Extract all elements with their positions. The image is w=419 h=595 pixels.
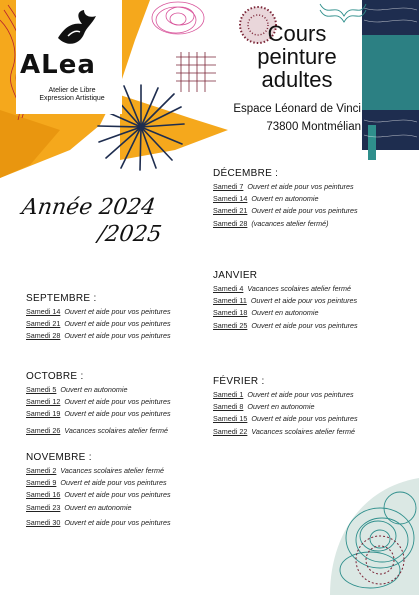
row-note: Ouvert et aide pour vos peintures bbox=[64, 307, 171, 316]
navy-teal-brush-panel bbox=[362, 0, 419, 160]
row-date: Samedi 11 bbox=[213, 296, 247, 306]
row-note: Ouvert et aide pour vos peintures bbox=[64, 397, 171, 407]
row-note: Ouvert et aide pour vos peintures bbox=[60, 478, 167, 488]
row-date: Samedi 25 bbox=[213, 320, 248, 330]
row-note: Ouvert en autonomie bbox=[251, 194, 319, 204]
row-date: Samedi 4 bbox=[213, 284, 244, 293]
month-title: DÉCEMBRE : bbox=[213, 168, 279, 179]
row-note: Vacances scolaires atelier fermé bbox=[64, 425, 168, 435]
schedule-row bbox=[26, 396, 171, 408]
year-line-1: Année 2024 bbox=[20, 195, 158, 220]
row-date: Samedi 26 bbox=[26, 425, 61, 435]
month-octobre bbox=[26, 371, 171, 437]
venue-address bbox=[196, 100, 361, 136]
row-note: Vacances scolaires atelier fermé bbox=[247, 284, 351, 293]
row-note: Ouvert et aide pour vos peintures bbox=[251, 206, 358, 216]
row-date: Samedi 14 bbox=[213, 194, 248, 204]
schedule-row bbox=[26, 318, 171, 330]
schedule-row bbox=[26, 465, 171, 477]
row-note: Vacances scolaires atelier fermé bbox=[60, 466, 164, 475]
row-note: Ouvert et aide pour vos peintures bbox=[64, 319, 171, 329]
schedule-row bbox=[213, 218, 358, 230]
row-date: Samedi 22 bbox=[213, 426, 248, 436]
month-title: JANVIER bbox=[213, 270, 258, 281]
month-septembre bbox=[26, 293, 171, 343]
schedule-row bbox=[213, 413, 358, 425]
venue-city: 73800 Montmélian bbox=[266, 121, 361, 133]
logo-wordmark: ALea bbox=[20, 50, 96, 80]
schedule-row bbox=[213, 193, 358, 205]
bird-logo-icon bbox=[54, 8, 98, 50]
row-note: Ouvert et aide pour vos peintures bbox=[64, 331, 171, 341]
title-line-3: adultes bbox=[261, 67, 333, 92]
row-date: Samedi 30 bbox=[26, 517, 61, 527]
row-note: Ouvert en autonomie bbox=[247, 402, 315, 412]
schedule-row bbox=[26, 384, 171, 396]
row-date: Samedi 28 bbox=[26, 331, 61, 341]
schedule-row bbox=[213, 426, 358, 438]
row-date: Samedi 21 bbox=[26, 319, 61, 329]
maroon-grid-patch bbox=[176, 52, 216, 92]
row-note: Ouvert et aide pour vos peintures bbox=[250, 296, 358, 306]
schedule-row bbox=[213, 283, 358, 295]
row-date: Samedi 14 bbox=[26, 307, 61, 316]
row-date: Samedi 2 bbox=[26, 466, 57, 475]
row-date: Samedi 9 bbox=[26, 478, 57, 488]
row-date: Samedi 15 bbox=[213, 414, 248, 424]
month-janvier bbox=[213, 270, 358, 332]
schedule-row bbox=[213, 401, 358, 413]
month-decembre bbox=[213, 168, 358, 230]
venue-name: Espace Léonard de Vinci bbox=[233, 103, 361, 115]
row-note: Ouvert et aide pour vos peintures bbox=[64, 517, 171, 527]
schedule-row bbox=[213, 307, 358, 319]
schedule-row bbox=[213, 295, 358, 307]
month-title: NOVEMBRE : bbox=[26, 452, 92, 463]
scribble-circle-pink bbox=[148, 0, 208, 50]
month-novembre bbox=[26, 452, 171, 529]
row-note: Ouvert et aide pour vos peintures bbox=[251, 414, 358, 424]
row-note: Ouvert et aide pour vos peintures bbox=[251, 320, 358, 330]
row-date: Samedi 23 bbox=[26, 502, 61, 512]
row-note: Ouvert et aide pour vos peintures bbox=[247, 182, 354, 191]
schedule-row bbox=[26, 477, 171, 489]
row-date: Samedi 7 bbox=[213, 182, 244, 191]
schedule-row bbox=[213, 205, 358, 217]
row-note: Vacances scolaires atelier fermé bbox=[251, 426, 355, 436]
row-date: Samedi 12 bbox=[26, 397, 61, 407]
row-date: Samedi 28 bbox=[213, 218, 248, 228]
schedule-row bbox=[26, 306, 171, 318]
row-date: Samedi 19 bbox=[26, 409, 61, 419]
month-title: SEPTEMBRE : bbox=[26, 293, 97, 304]
row-note: Ouvert en autonomie bbox=[60, 385, 128, 394]
schedule-row bbox=[26, 408, 171, 420]
schedule-row bbox=[213, 320, 358, 332]
month-fevrier bbox=[213, 376, 358, 438]
row-note: (vacances atelier fermé) bbox=[251, 218, 329, 228]
row-date: Samedi 8 bbox=[213, 402, 244, 412]
month-title: FÉVRIER : bbox=[213, 376, 265, 387]
maroon-circle-scribble bbox=[350, 530, 410, 590]
row-note: Ouvert et aide pour vos peintures bbox=[64, 409, 171, 419]
month-title: OCTOBRE : bbox=[26, 371, 84, 382]
title-line-2: peinture bbox=[257, 44, 337, 69]
row-note: Ouvert et aide pour vos peintures bbox=[64, 490, 171, 500]
row-date: Samedi 5 bbox=[26, 385, 57, 394]
schedule-row bbox=[26, 489, 171, 501]
year-line-2: /2025 bbox=[96, 222, 164, 247]
row-date: Samedi 21 bbox=[213, 206, 248, 216]
row-note: Ouvert en autonomie bbox=[251, 308, 319, 318]
title-line-1: Cours bbox=[267, 21, 327, 46]
row-note: Ouvert en autonomie bbox=[64, 502, 132, 512]
logo-tagline: Atelier de Libre Expression Artistique bbox=[39, 87, 105, 102]
row-note: Ouvert et aide pour vos peintures bbox=[247, 390, 354, 399]
row-date: Samedi 18 bbox=[213, 308, 248, 318]
row-date: Samedi 16 bbox=[26, 490, 61, 500]
schedule-row bbox=[26, 517, 171, 529]
page-title bbox=[242, 22, 352, 91]
row-date: Samedi 1 bbox=[213, 390, 244, 399]
schedule-row bbox=[26, 425, 171, 437]
schedule-row bbox=[213, 181, 358, 193]
schedule-row bbox=[26, 502, 171, 514]
schedule-row bbox=[26, 330, 171, 342]
schedule-row bbox=[213, 389, 358, 401]
